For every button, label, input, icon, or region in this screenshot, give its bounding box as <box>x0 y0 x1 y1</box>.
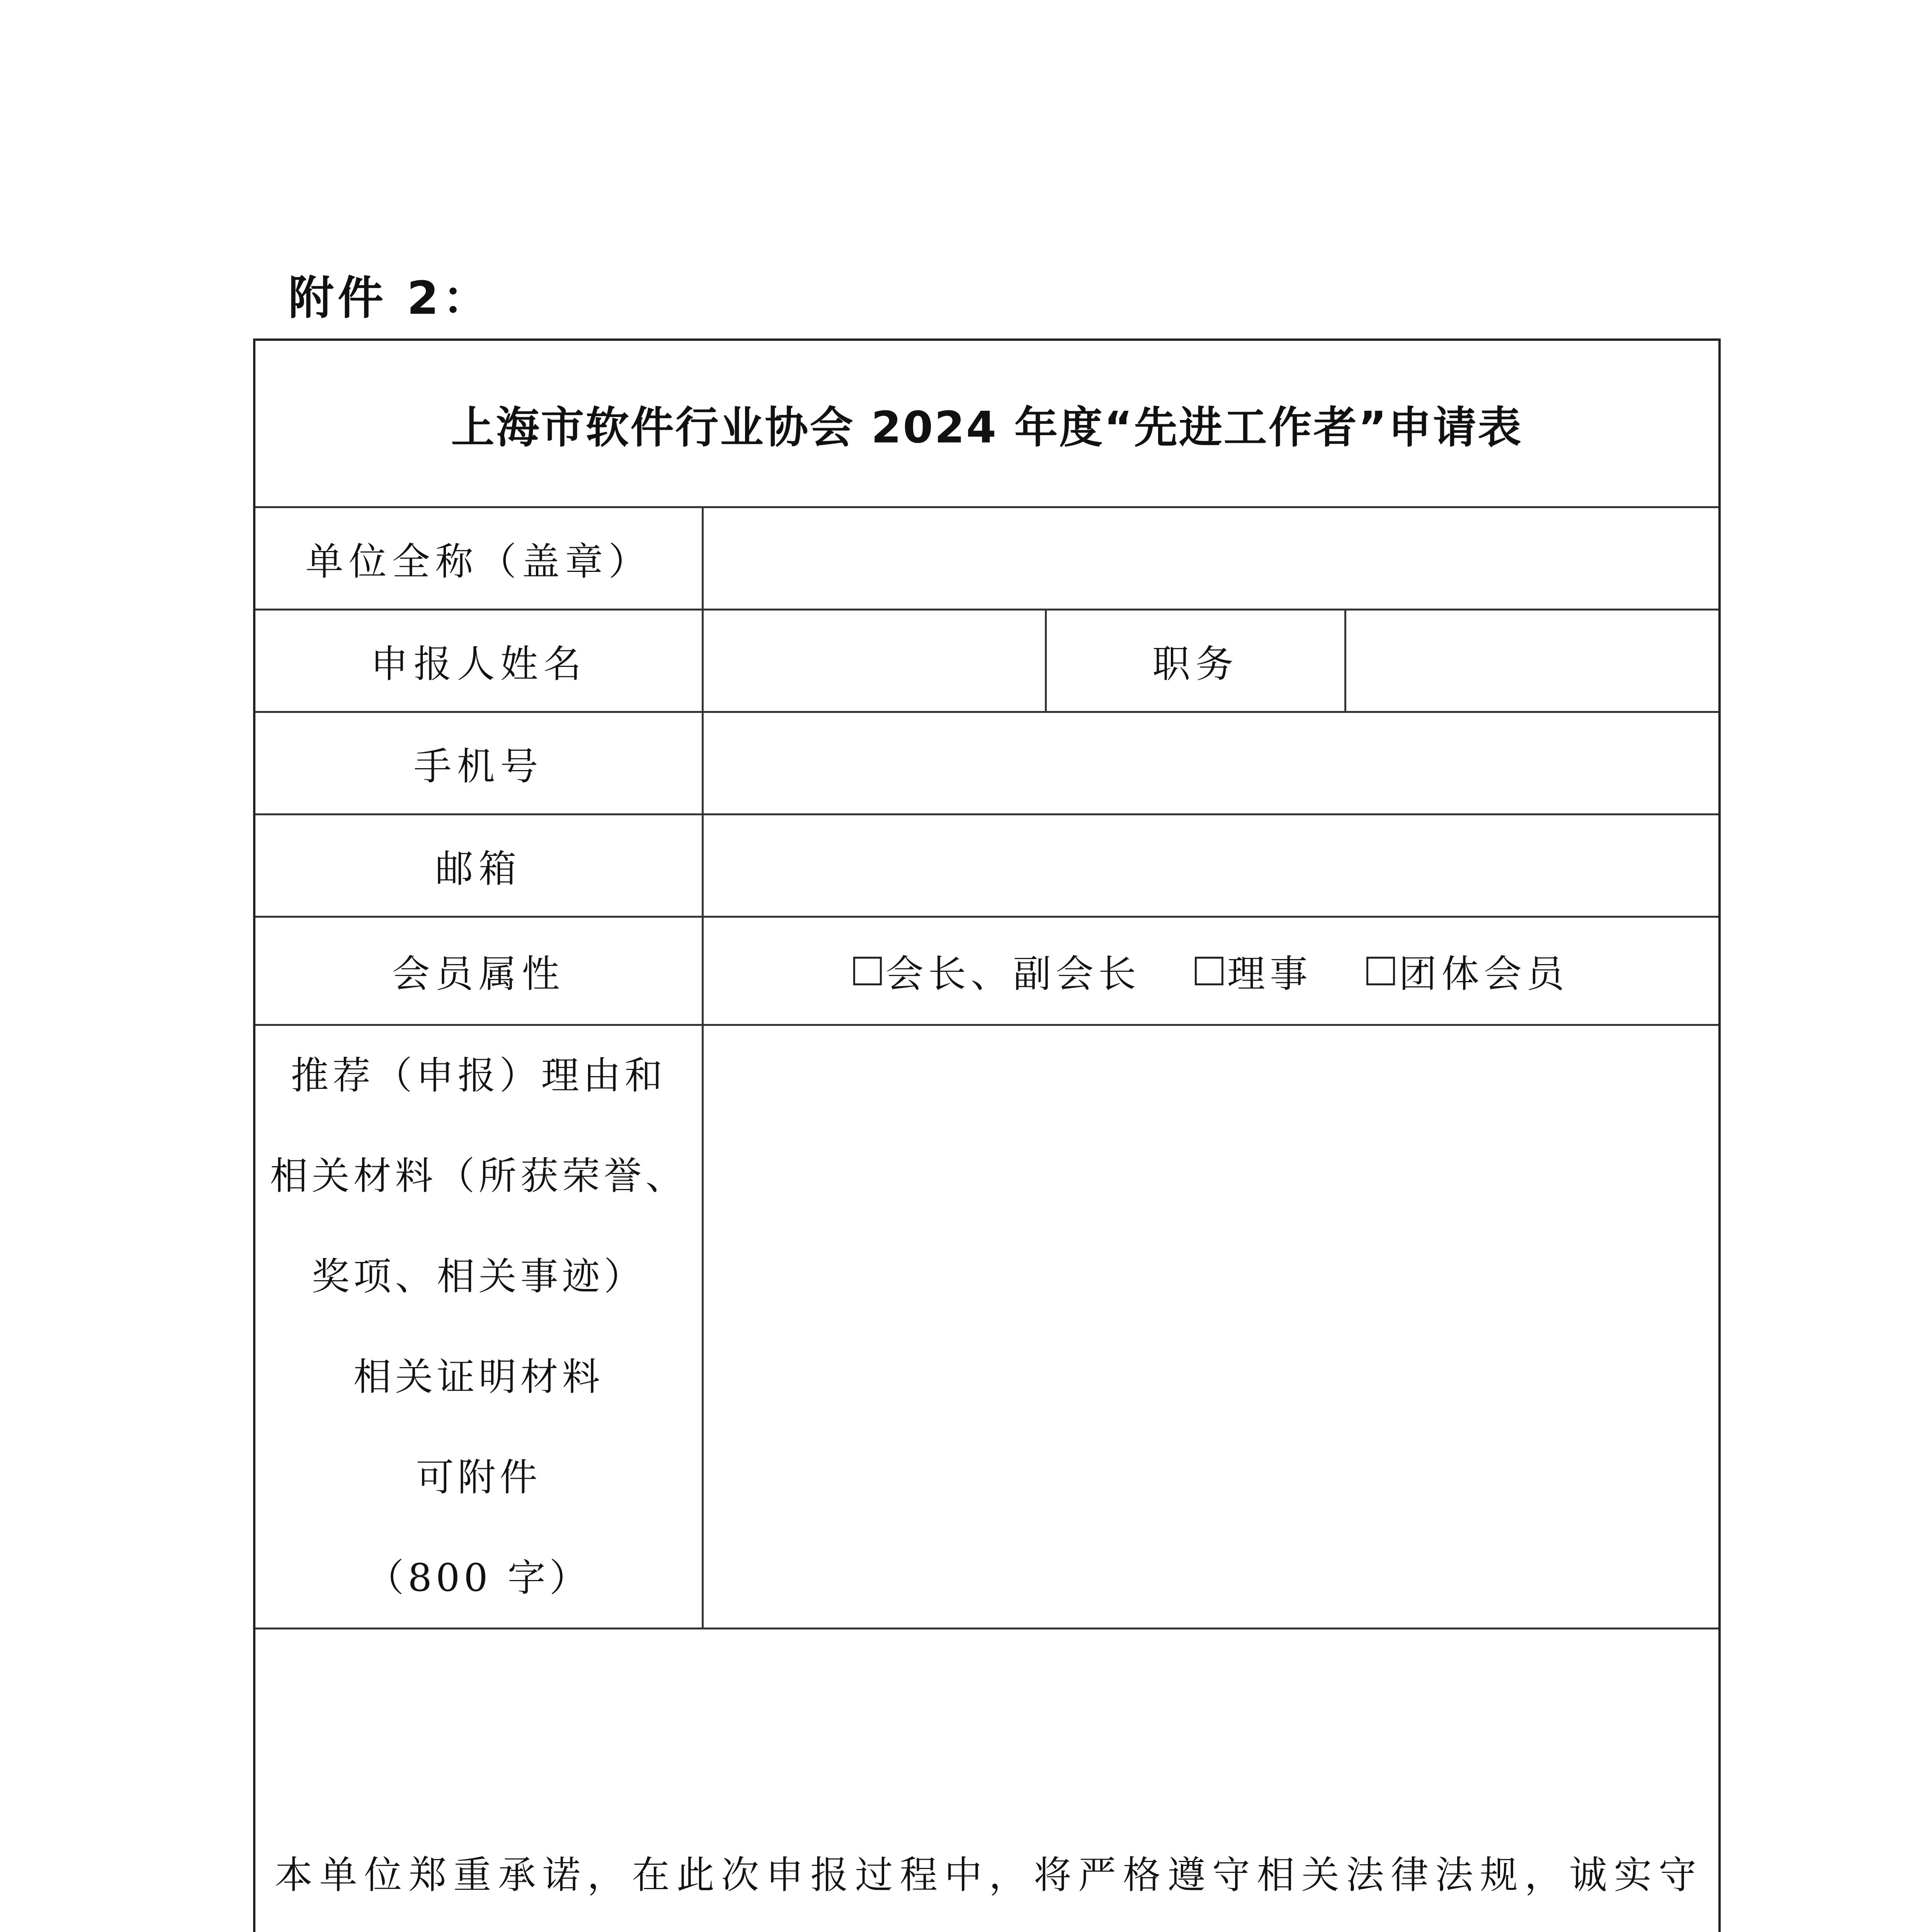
checkbox-icon[interactable] <box>1366 957 1395 985</box>
phone-field[interactable] <box>704 713 1718 813</box>
checkbox-icon[interactable] <box>1195 957 1223 985</box>
option-label: 理事 <box>1227 952 1312 996</box>
reason-field[interactable] <box>704 1026 1718 1628</box>
reason-label <box>255 1026 702 1628</box>
email-field[interactable] <box>704 815 1718 916</box>
phone-label: 手机号 <box>413 744 544 789</box>
membership-label: 会员属性 <box>392 952 565 996</box>
unit-name-field[interactable] <box>704 508 1718 609</box>
reason-label-line: 可附件 <box>416 1455 541 1500</box>
applicant-name-label: 申报人姓名 <box>370 642 587 686</box>
form-title: 上海市软件行业协会 2024 年度“先进工作者”申请表 <box>451 402 1523 453</box>
attachment-label: 附件 2： <box>288 271 492 325</box>
position-field[interactable] <box>1346 611 1718 711</box>
option-label: 团体会员 <box>1399 952 1569 996</box>
reason-label-line: 相关证明材料 <box>353 1355 604 1399</box>
reason-label-line: 推荐（申报）理由和 <box>291 1053 667 1098</box>
email-label: 邮箱 <box>435 847 522 891</box>
applicant-name-field[interactable] <box>704 611 1045 711</box>
checkbox-icon[interactable] <box>853 957 882 985</box>
membership-option-director[interactable] <box>1195 944 1312 998</box>
reason-label-line: 奖项、相关事迹） <box>311 1254 646 1299</box>
membership-option-group-member[interactable] <box>1366 944 1569 998</box>
unit-name-label: 单位全称（盖章） <box>305 539 652 584</box>
application-form <box>253 338 1721 1932</box>
reason-label-line: 相关材料（所获荣誉、 <box>270 1154 687 1198</box>
option-label: 会长、副会长 <box>885 952 1141 996</box>
membership-option-president[interactable] <box>853 944 1141 998</box>
membership-options <box>704 918 1718 1024</box>
pledge-text: 本单位郑重承诺，在此次申报过程中，将严格遵守相关法律法规，诚实守 <box>275 1853 1701 1897</box>
position-label: 职务 <box>1152 642 1239 686</box>
reason-label-line: （800 字） <box>366 1556 591 1600</box>
